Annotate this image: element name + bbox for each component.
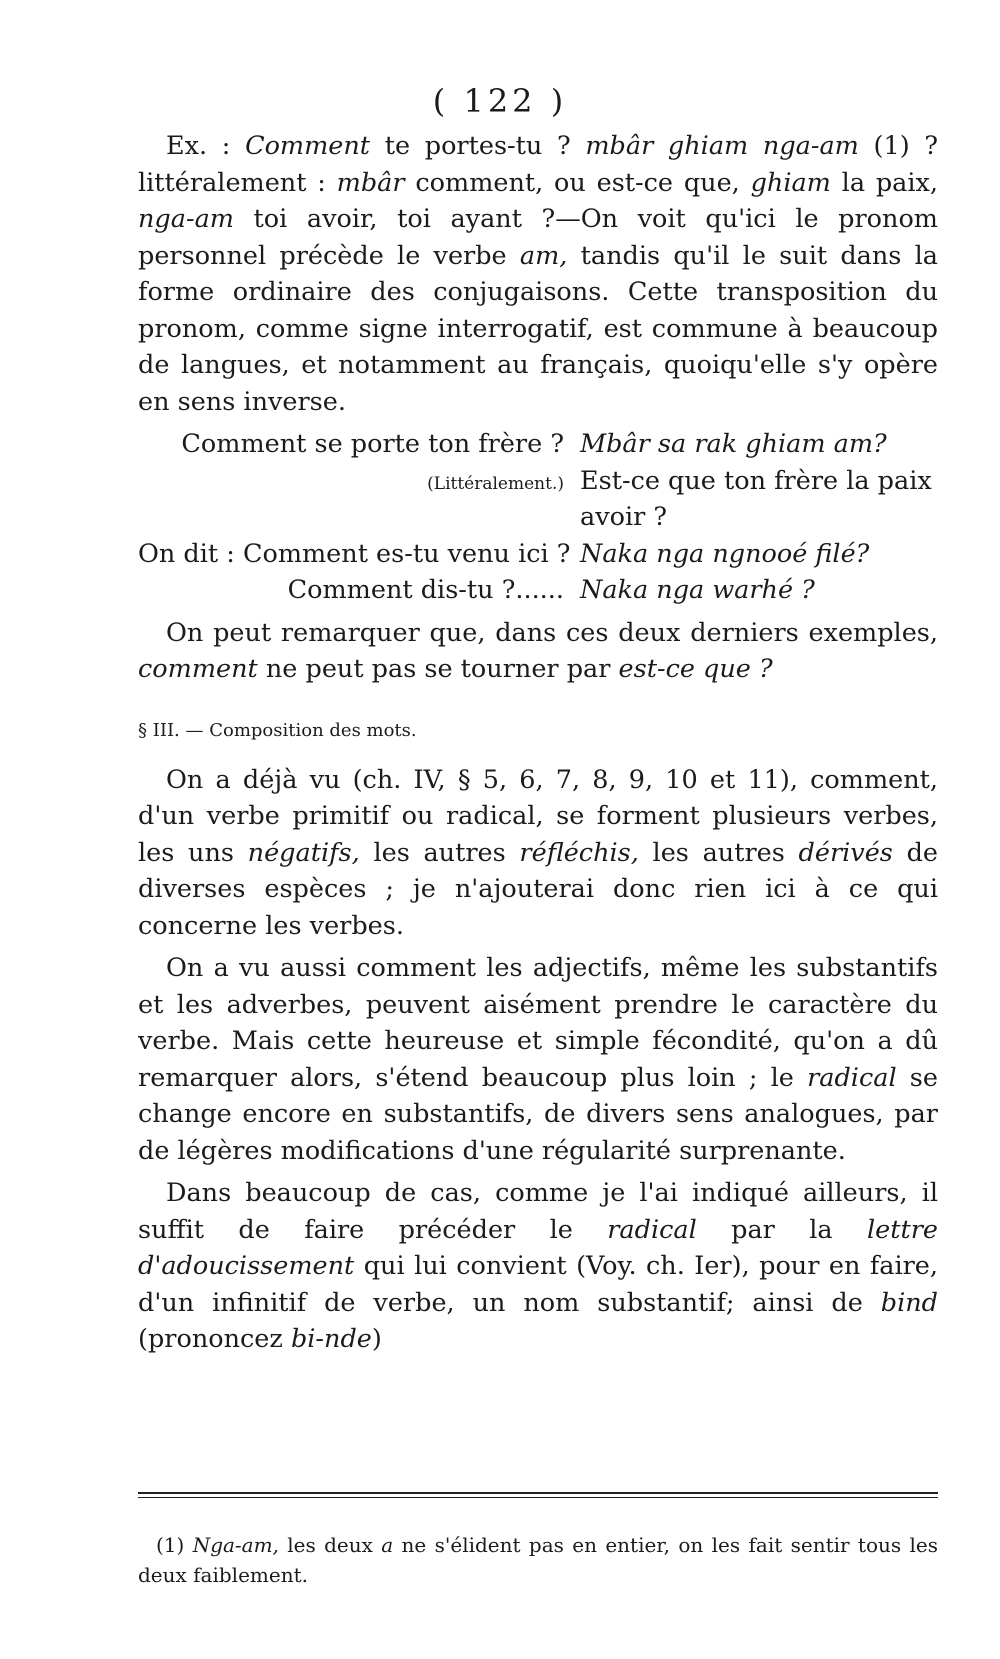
text-span: les autres bbox=[359, 837, 520, 868]
text-span: ne peut pas se tourner par bbox=[257, 654, 619, 684]
text-span: ) bbox=[371, 1324, 382, 1354]
example-row bbox=[138, 426, 938, 463]
italic-span: réfléchis, bbox=[519, 837, 639, 868]
italic-span: dérivés bbox=[798, 837, 893, 868]
paragraph-5 bbox=[138, 1175, 938, 1358]
example-wolof: Naka nga ngnooé filé? bbox=[580, 538, 870, 569]
italic-span: radical bbox=[607, 1214, 697, 1245]
example-wolof: Naka nga warhé ? bbox=[580, 575, 815, 605]
italic-span: bind bbox=[880, 1287, 938, 1318]
text-span: Dans beaucoup de cas, comme je l'ai indiqué ailleurs, il suffit de faire précéder le bbox=[138, 1178, 938, 1245]
example-row bbox=[138, 499, 938, 536]
italic-span: mbâr bbox=[336, 167, 405, 198]
paragraph-4 bbox=[138, 950, 938, 1169]
footnote-text bbox=[138, 1530, 938, 1590]
text-span: On peut remarquer que, dans ces deux derniers exemples, bbox=[166, 617, 938, 648]
italic-span: a bbox=[381, 1533, 394, 1557]
example-literal: Est-ce que ton frère la paix bbox=[580, 465, 932, 496]
text-span: se change encore en substantifs, de divers sens analogues, par de légères modifications d'une régularité surprenante. bbox=[138, 1062, 938, 1166]
footnote-divider bbox=[138, 1492, 938, 1494]
text-span: les autres bbox=[638, 837, 799, 868]
text-span: les deux bbox=[278, 1533, 382, 1557]
main-text bbox=[138, 128, 938, 1358]
italic-span: nga-am bbox=[138, 204, 234, 234]
text-span: (prononcez bbox=[138, 1324, 291, 1354]
italic-span: lettre d'adoucissement bbox=[138, 1214, 938, 1281]
text-span: par la bbox=[696, 1214, 867, 1245]
italic-span: mbâr ghiam nga-am bbox=[585, 131, 859, 161]
italic-span: Nga-am, bbox=[192, 1533, 279, 1557]
italic-span: am, bbox=[519, 240, 568, 271]
italic-span: radical bbox=[807, 1062, 897, 1093]
paragraph-2 bbox=[138, 615, 938, 688]
text-span: de diverses espèces ; je n'ajouterai donc rien ici à ce qui concerne les verbes. bbox=[138, 837, 938, 941]
text-span: (1) ? littéralement : bbox=[138, 131, 939, 198]
italic-span: est-ce que ? bbox=[618, 654, 773, 684]
paragraph-1 bbox=[138, 128, 938, 420]
text-span: (1) bbox=[156, 1533, 193, 1557]
italic-span: négatifs, bbox=[247, 837, 360, 868]
example-row bbox=[138, 463, 938, 500]
example-note: (Littéralement.) bbox=[427, 473, 564, 494]
italic-span: ghiam bbox=[750, 167, 831, 198]
text-span: toi avoir, toi ayant ?—On voit qu'ici le pronom personnel précède le verbe bbox=[138, 204, 938, 271]
text-span: comment, ou est-ce que, bbox=[404, 167, 751, 198]
text-span: la paix, bbox=[830, 167, 938, 198]
examples-table bbox=[138, 426, 938, 609]
page-number: ( 122 ) bbox=[432, 82, 568, 120]
footnote bbox=[138, 1530, 938, 1590]
text-span: On a déjà vu (ch. IV, § 5, 6, 7, 8, 9, 10 et 11), comment, d'un verbe primitif ou radical, se forment plusieurs verbes, les uns bbox=[138, 764, 938, 868]
text-span: qui lui convient (Voy. ch. Ier), pour en faire, d'un infinitif de verbe, un nom substantif; ainsi de bbox=[138, 1251, 938, 1318]
example-wolof: Mbâr sa rak ghiam am? bbox=[580, 429, 887, 459]
example-french: Comment dis-tu ?...... bbox=[287, 575, 564, 605]
example-french: On dit : Comment es-tu venu ici ? bbox=[138, 538, 571, 569]
italic-span: bi-nde bbox=[290, 1324, 372, 1354]
example-row bbox=[138, 536, 938, 573]
footnote-divider bbox=[138, 1497, 938, 1498]
example-literal: avoir ? bbox=[580, 502, 668, 532]
italic-span: comment bbox=[138, 654, 258, 684]
text-span: On a vu aussi comment les adjectifs, même les substantifs et les adverbes, peuvent aisément prendre le caractère du verbe. Mais cette heureuse et simple fécondité, qu'on a dû remarquer alors, s'étend beaucoup plus loin ; le bbox=[138, 953, 938, 1093]
italic-span: Comment bbox=[245, 131, 371, 161]
text-span: te portes-tu ? bbox=[370, 131, 586, 161]
example-french: Comment se porte ton frère ? bbox=[181, 429, 564, 459]
text-span: tandis qu'il le suit dans la forme ordinaire des conjugaisons. Cette transposition du pronom, comme signe interrogatif, est commune à beaucoup de langues, et notamment au français, quoiqu'elle s'y opère en sens inverse. bbox=[138, 240, 938, 417]
text-span: Ex. : bbox=[166, 131, 246, 161]
paragraph-3 bbox=[138, 762, 938, 945]
text-span: ne s'élident pas en entier, on les fait sentir tous les deux faiblement. bbox=[138, 1533, 938, 1587]
section-heading: § III. — Composition des mots. bbox=[138, 719, 417, 741]
example-row bbox=[138, 572, 938, 609]
